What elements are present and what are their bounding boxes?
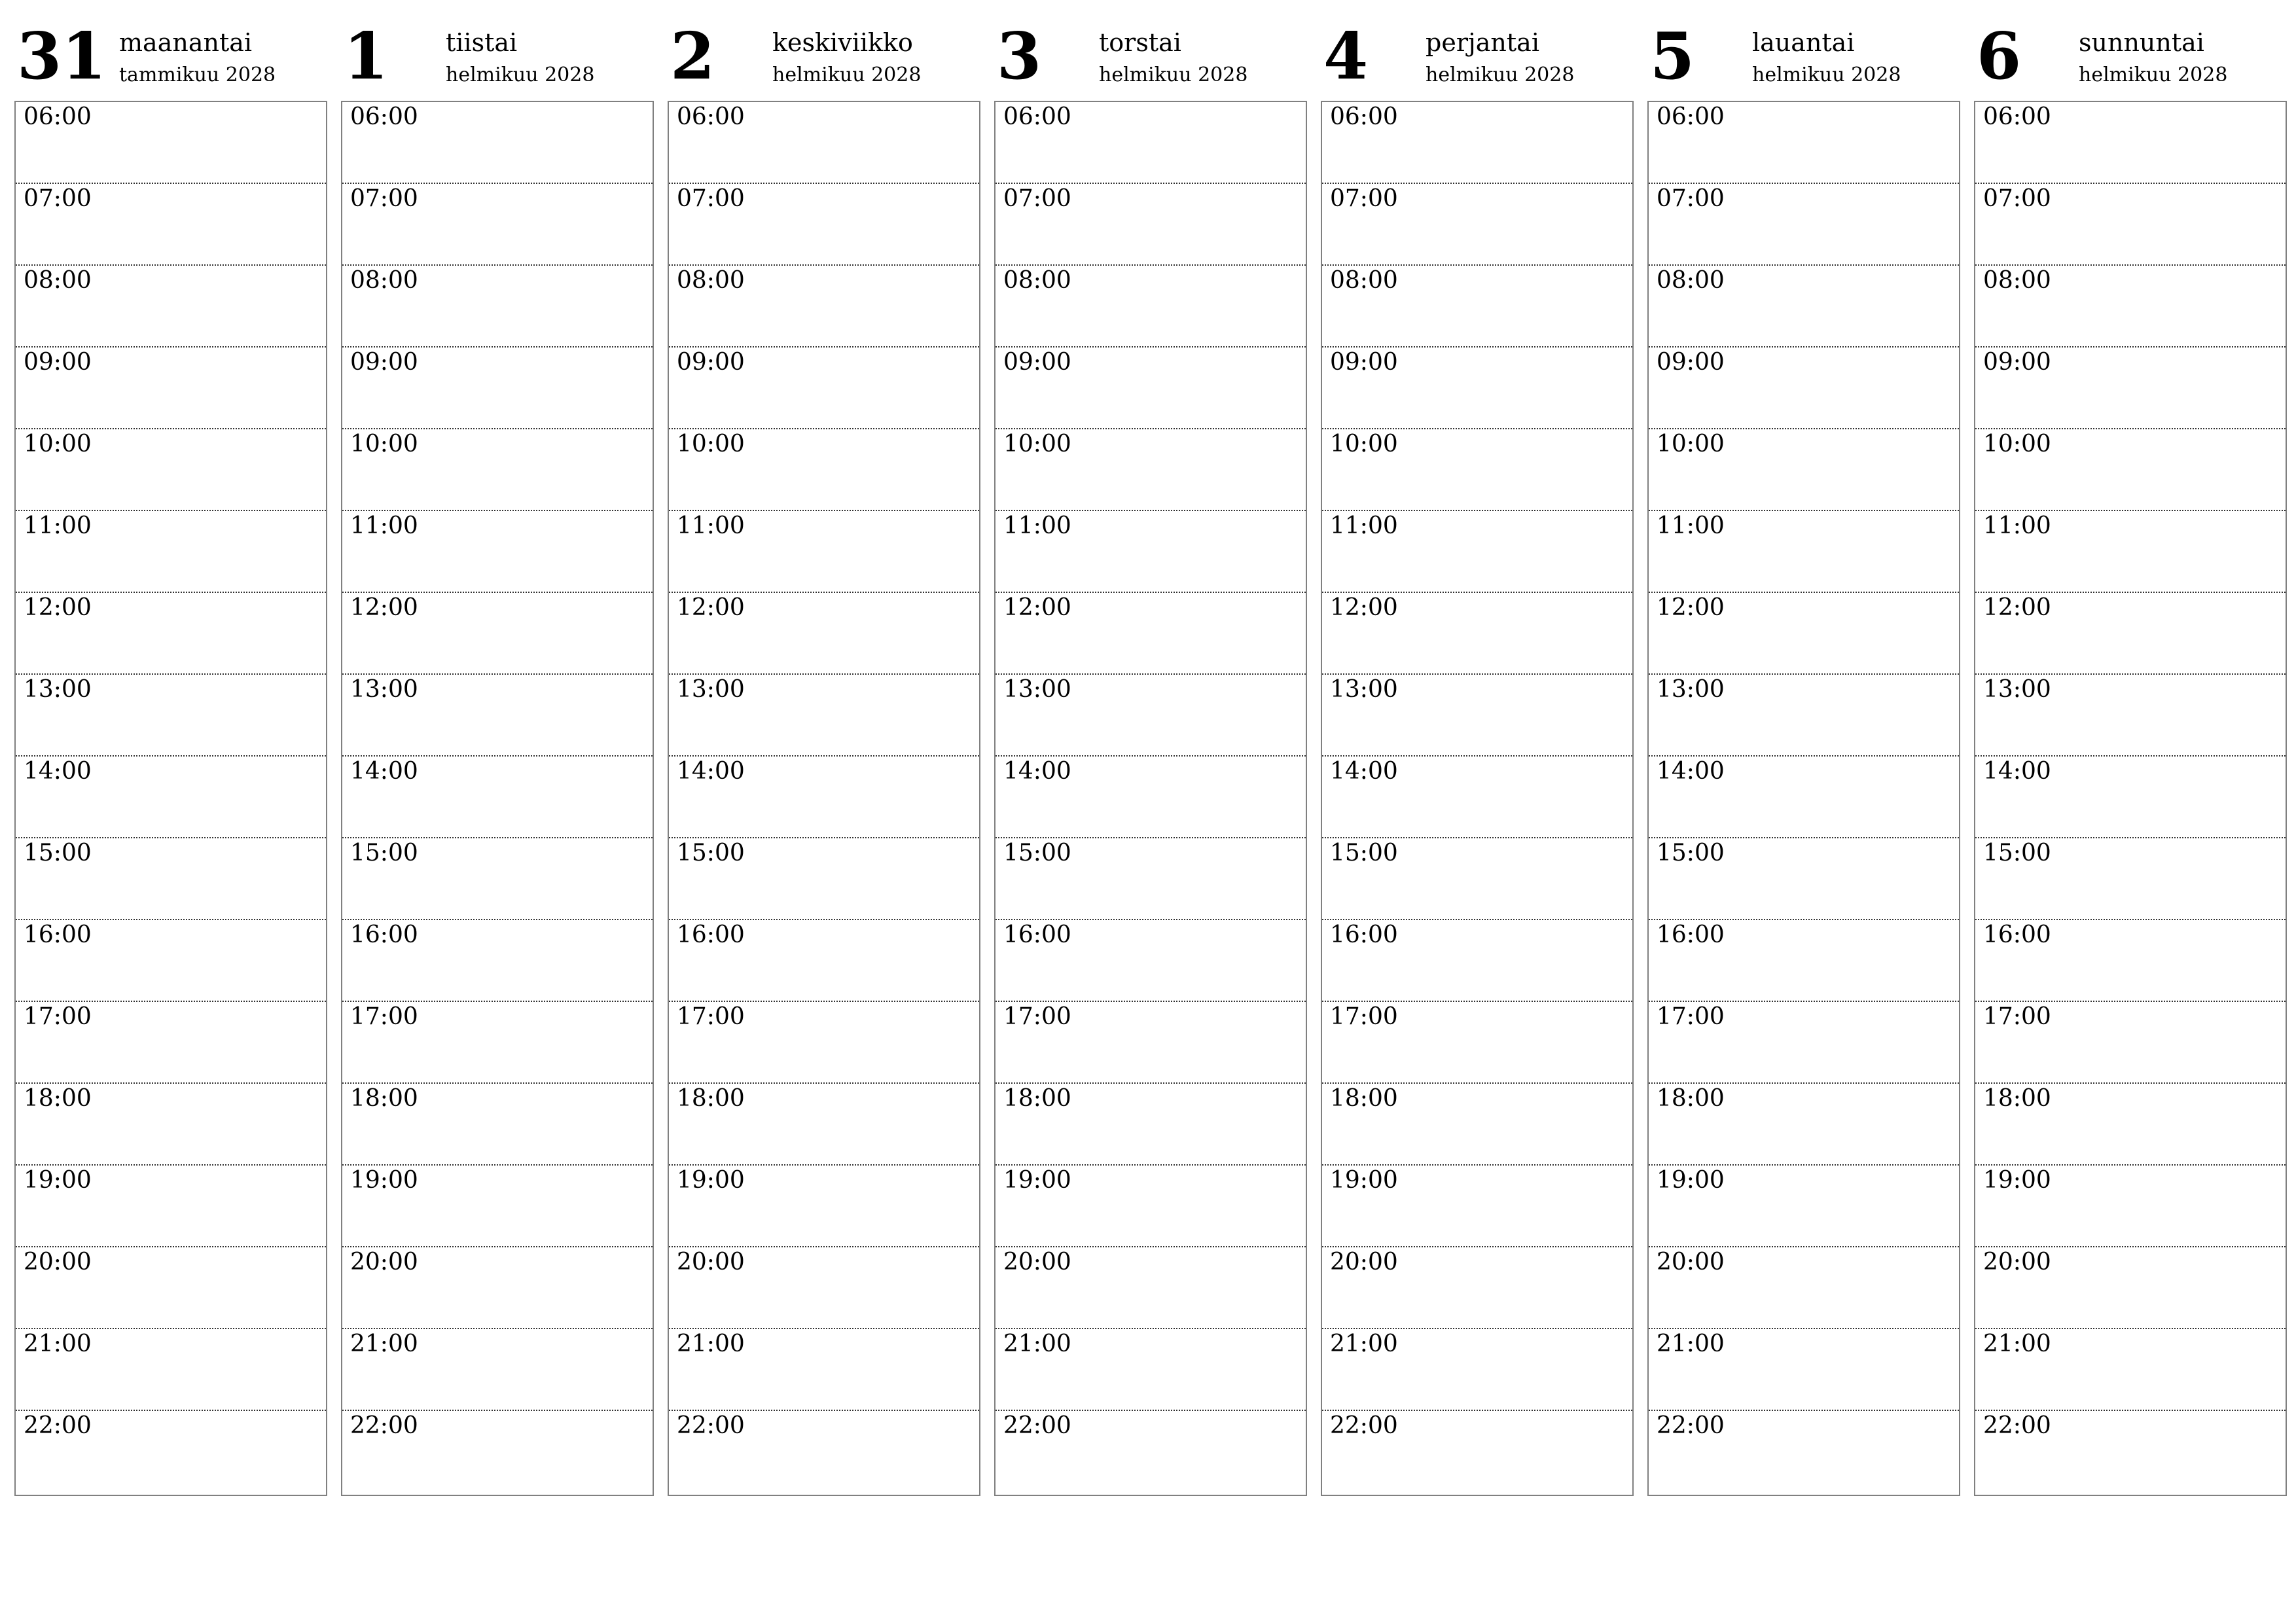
hour-grid xyxy=(668,101,980,1496)
time-slot[interactable] xyxy=(1649,593,1959,675)
time-slot[interactable] xyxy=(342,266,653,348)
month-year: helmikuu 2028 xyxy=(1426,63,1575,86)
time-slot[interactable] xyxy=(996,1084,1306,1166)
time-slot[interactable] xyxy=(342,1329,653,1411)
day-number: 2 xyxy=(670,19,715,94)
time-slot[interactable] xyxy=(1975,1002,2286,1084)
hour-label: 16:00 xyxy=(1330,921,1398,948)
hour-label: 14:00 xyxy=(1983,758,2051,785)
time-slot[interactable] xyxy=(1975,266,2286,348)
time-slot[interactable] xyxy=(1975,348,2286,429)
time-slot[interactable] xyxy=(1975,429,2286,511)
time-slot[interactable] xyxy=(1975,1329,2286,1411)
time-slot[interactable] xyxy=(669,1084,979,1166)
time-slot[interactable] xyxy=(342,1166,653,1247)
hour-label: 10:00 xyxy=(350,431,418,457)
time-slot[interactable] xyxy=(1322,429,1632,511)
hour-label: 07:00 xyxy=(24,185,92,212)
time-slot[interactable] xyxy=(996,266,1306,348)
hour-label: 15:00 xyxy=(1003,840,1071,866)
weekly-planner xyxy=(14,20,2289,1499)
hour-label: 17:00 xyxy=(677,1003,745,1030)
hour-label: 20:00 xyxy=(1330,1249,1398,1275)
time-slot[interactable] xyxy=(1322,184,1632,266)
time-slot[interactable] xyxy=(342,1411,653,1493)
hour-label: 09:00 xyxy=(1003,349,1071,376)
time-slot[interactable] xyxy=(1649,675,1959,757)
time-slot[interactable] xyxy=(1322,920,1632,1002)
time-slot[interactable] xyxy=(996,757,1306,838)
time-slot[interactable] xyxy=(342,1002,653,1084)
time-slot[interactable] xyxy=(16,266,326,348)
hour-grid xyxy=(1321,101,1634,1496)
time-slot[interactable] xyxy=(996,1329,1306,1411)
time-slot[interactable] xyxy=(16,1166,326,1247)
hour-label: 11:00 xyxy=(677,512,745,539)
time-slot[interactable] xyxy=(342,1247,653,1329)
hour-label: 08:00 xyxy=(1330,267,1398,294)
hour-label: 20:00 xyxy=(1003,1249,1071,1275)
hour-label: 13:00 xyxy=(1657,676,1725,703)
time-slot[interactable] xyxy=(16,675,326,757)
hour-label: 19:00 xyxy=(1657,1167,1725,1194)
day-number: 3 xyxy=(997,19,1042,94)
hour-grid xyxy=(1974,101,2287,1496)
hour-label: 08:00 xyxy=(1003,267,1071,294)
hour-label: 09:00 xyxy=(1983,349,2051,376)
hour-label: 20:00 xyxy=(677,1249,745,1275)
hour-label: 11:00 xyxy=(350,512,418,539)
hour-label: 07:00 xyxy=(350,185,418,212)
hour-label: 07:00 xyxy=(677,185,745,212)
hour-label: 18:00 xyxy=(677,1085,745,1112)
hour-label: 22:00 xyxy=(1983,1412,2051,1439)
hour-label: 18:00 xyxy=(1983,1085,2051,1112)
hour-label: 18:00 xyxy=(1003,1085,1071,1112)
time-slot[interactable] xyxy=(996,675,1306,757)
time-slot[interactable] xyxy=(1322,757,1632,838)
hour-label: 07:00 xyxy=(1330,185,1398,212)
weekday-name: tiistai xyxy=(446,28,518,57)
time-slot[interactable] xyxy=(342,675,653,757)
time-slot[interactable] xyxy=(996,838,1306,920)
hour-label: 19:00 xyxy=(24,1167,92,1194)
time-slot[interactable] xyxy=(1322,838,1632,920)
hour-label: 11:00 xyxy=(1657,512,1725,539)
month-year: helmikuu 2028 xyxy=(2079,63,2228,86)
time-slot[interactable] xyxy=(16,757,326,838)
hour-label: 15:00 xyxy=(1657,840,1725,866)
time-slot[interactable] xyxy=(1322,511,1632,593)
day-number: 5 xyxy=(1650,19,1695,94)
time-slot[interactable] xyxy=(1975,511,2286,593)
hour-label: 10:00 xyxy=(24,431,92,457)
hour-label: 14:00 xyxy=(1657,758,1725,785)
time-slot[interactable] xyxy=(16,1002,326,1084)
time-slot[interactable] xyxy=(669,593,979,675)
hour-label: 15:00 xyxy=(350,840,418,866)
hour-label: 22:00 xyxy=(24,1412,92,1439)
time-slot[interactable] xyxy=(669,838,979,920)
hour-label: 16:00 xyxy=(1657,921,1725,948)
time-slot[interactable] xyxy=(996,1247,1306,1329)
hour-label: 14:00 xyxy=(24,758,92,785)
hour-label: 10:00 xyxy=(1657,431,1725,457)
day-header xyxy=(994,20,1307,101)
hour-label: 10:00 xyxy=(1003,431,1071,457)
hour-label: 13:00 xyxy=(24,676,92,703)
hour-label: 16:00 xyxy=(1003,921,1071,948)
time-slot[interactable] xyxy=(669,1247,979,1329)
hour-label: 13:00 xyxy=(1983,676,2051,703)
hour-label: 11:00 xyxy=(1330,512,1398,539)
day-column xyxy=(1974,20,2287,1499)
time-slot[interactable] xyxy=(16,511,326,593)
hour-label: 12:00 xyxy=(24,594,92,621)
month-year: helmikuu 2028 xyxy=(446,63,595,86)
time-slot[interactable] xyxy=(16,920,326,1002)
time-slot[interactable] xyxy=(1975,1084,2286,1166)
time-slot[interactable] xyxy=(669,102,979,184)
hour-label: 08:00 xyxy=(24,267,92,294)
hour-label: 06:00 xyxy=(1657,103,1725,130)
time-slot[interactable] xyxy=(1322,1247,1632,1329)
hour-label: 09:00 xyxy=(350,349,418,376)
time-slot[interactable] xyxy=(1649,757,1959,838)
time-slot[interactable] xyxy=(669,1329,979,1411)
day-column xyxy=(1647,20,1960,1499)
time-slot[interactable] xyxy=(669,184,979,266)
time-slot[interactable] xyxy=(16,1084,326,1166)
time-slot[interactable] xyxy=(996,348,1306,429)
day-number: 1 xyxy=(344,19,389,94)
time-slot[interactable] xyxy=(669,675,979,757)
time-slot[interactable] xyxy=(1322,266,1632,348)
time-slot[interactable] xyxy=(16,102,326,184)
day-header xyxy=(14,20,327,101)
hour-label: 07:00 xyxy=(1003,185,1071,212)
time-slot[interactable] xyxy=(1649,838,1959,920)
time-slot[interactable] xyxy=(342,429,653,511)
hour-label: 12:00 xyxy=(1983,594,2051,621)
hour-label: 14:00 xyxy=(1003,758,1071,785)
hour-label: 08:00 xyxy=(1657,267,1725,294)
weekday-name: keskiviikko xyxy=(772,28,913,57)
time-slot[interactable] xyxy=(342,1084,653,1166)
day-header xyxy=(668,20,980,101)
time-slot[interactable] xyxy=(1975,1166,2286,1247)
weekday-name: torstai xyxy=(1099,28,1181,57)
hour-label: 06:00 xyxy=(350,103,418,130)
time-slot[interactable] xyxy=(1649,348,1959,429)
day-header xyxy=(1321,20,1634,101)
hour-label: 22:00 xyxy=(1330,1412,1398,1439)
time-slot[interactable] xyxy=(1322,102,1632,184)
time-slot[interactable] xyxy=(342,102,653,184)
time-slot[interactable] xyxy=(996,1002,1306,1084)
hour-label: 06:00 xyxy=(24,103,92,130)
hour-label: 14:00 xyxy=(1330,758,1398,785)
time-slot[interactable] xyxy=(669,348,979,429)
time-slot[interactable] xyxy=(342,184,653,266)
hour-label: 13:00 xyxy=(350,676,418,703)
time-slot[interactable] xyxy=(1975,1411,2286,1493)
hour-label: 22:00 xyxy=(350,1412,418,1439)
day-number: 4 xyxy=(1323,19,1369,94)
hour-label: 21:00 xyxy=(1983,1330,2051,1357)
day-column xyxy=(14,20,327,1499)
time-slot[interactable] xyxy=(996,920,1306,1002)
time-slot[interactable] xyxy=(996,184,1306,266)
hour-grid xyxy=(341,101,654,1496)
hour-grid xyxy=(14,101,327,1496)
time-slot[interactable] xyxy=(1322,348,1632,429)
time-slot[interactable] xyxy=(1975,675,2286,757)
hour-label: 12:00 xyxy=(1003,594,1071,621)
hour-label: 18:00 xyxy=(1330,1085,1398,1112)
hour-label: 18:00 xyxy=(1657,1085,1725,1112)
time-slot[interactable] xyxy=(1649,102,1959,184)
hour-label: 20:00 xyxy=(24,1249,92,1275)
time-slot[interactable] xyxy=(669,266,979,348)
time-slot[interactable] xyxy=(996,593,1306,675)
day-column xyxy=(1321,20,1634,1499)
time-slot[interactable] xyxy=(1975,593,2286,675)
day-column xyxy=(668,20,980,1499)
day-header xyxy=(341,20,654,101)
time-slot[interactable] xyxy=(669,757,979,838)
hour-label: 15:00 xyxy=(1983,840,2051,866)
hour-label: 13:00 xyxy=(677,676,745,703)
hour-label: 19:00 xyxy=(1983,1167,2051,1194)
hour-label: 16:00 xyxy=(677,921,745,948)
time-slot[interactable] xyxy=(1649,1247,1959,1329)
hour-label: 22:00 xyxy=(677,1412,745,1439)
hour-label: 09:00 xyxy=(1657,349,1725,376)
time-slot[interactable] xyxy=(342,838,653,920)
hour-label: 07:00 xyxy=(1657,185,1725,212)
hour-label: 06:00 xyxy=(1003,103,1071,130)
weekday-name: perjantai xyxy=(1426,28,1539,57)
day-number: 31 xyxy=(17,19,107,94)
hour-label: 12:00 xyxy=(350,594,418,621)
hour-label: 21:00 xyxy=(677,1330,745,1357)
time-slot[interactable] xyxy=(996,429,1306,511)
time-slot[interactable] xyxy=(16,429,326,511)
hour-label: 10:00 xyxy=(677,431,745,457)
time-slot[interactable] xyxy=(1322,675,1632,757)
time-slot[interactable] xyxy=(1322,1411,1632,1493)
time-slot[interactable] xyxy=(1975,184,2286,266)
day-header xyxy=(1974,20,2287,101)
hour-grid xyxy=(1647,101,1960,1496)
time-slot[interactable] xyxy=(16,1329,326,1411)
time-slot[interactable] xyxy=(669,920,979,1002)
hour-label: 21:00 xyxy=(350,1330,418,1357)
day-column xyxy=(994,20,1307,1499)
hour-label: 11:00 xyxy=(24,512,92,539)
time-slot[interactable] xyxy=(1649,511,1959,593)
hour-label: 17:00 xyxy=(1657,1003,1725,1030)
time-slot[interactable] xyxy=(1649,920,1959,1002)
hour-label: 13:00 xyxy=(1003,676,1071,703)
hour-label: 10:00 xyxy=(1330,431,1398,457)
time-slot[interactable] xyxy=(996,511,1306,593)
time-slot[interactable] xyxy=(996,102,1306,184)
time-slot[interactable] xyxy=(1975,838,2286,920)
time-slot[interactable] xyxy=(1649,1002,1959,1084)
time-slot[interactable] xyxy=(342,511,653,593)
time-slot[interactable] xyxy=(1649,1329,1959,1411)
hour-label: 13:00 xyxy=(1330,676,1398,703)
hour-label: 17:00 xyxy=(350,1003,418,1030)
time-slot[interactable] xyxy=(1975,757,2286,838)
hour-label: 15:00 xyxy=(1330,840,1398,866)
hour-label: 21:00 xyxy=(24,1330,92,1357)
hour-label: 09:00 xyxy=(677,349,745,376)
hour-label: 09:00 xyxy=(1330,349,1398,376)
time-slot[interactable] xyxy=(1649,1411,1959,1493)
hour-label: 09:00 xyxy=(24,349,92,376)
hour-label: 07:00 xyxy=(1983,185,2051,212)
time-slot[interactable] xyxy=(16,348,326,429)
month-year: tammikuu 2028 xyxy=(119,63,276,86)
time-slot[interactable] xyxy=(1649,429,1959,511)
time-slot[interactable] xyxy=(1975,1247,2286,1329)
time-slot[interactable] xyxy=(669,1411,979,1493)
time-slot[interactable] xyxy=(669,429,979,511)
hour-label: 15:00 xyxy=(677,840,745,866)
day-column xyxy=(341,20,654,1499)
hour-label: 17:00 xyxy=(1003,1003,1071,1030)
day-header xyxy=(1647,20,1960,101)
month-year: helmikuu 2028 xyxy=(772,63,922,86)
hour-label: 18:00 xyxy=(350,1085,418,1112)
time-slot[interactable] xyxy=(669,1166,979,1247)
time-slot[interactable] xyxy=(1322,593,1632,675)
hour-label: 16:00 xyxy=(1983,921,2051,948)
time-slot[interactable] xyxy=(1322,1002,1632,1084)
hour-label: 20:00 xyxy=(350,1249,418,1275)
hour-label: 17:00 xyxy=(1330,1003,1398,1030)
hour-label: 12:00 xyxy=(1657,594,1725,621)
time-slot[interactable] xyxy=(342,348,653,429)
time-slot[interactable] xyxy=(1649,266,1959,348)
time-slot[interactable] xyxy=(1649,1084,1959,1166)
time-slot[interactable] xyxy=(996,1166,1306,1247)
weekday-name: sunnuntai xyxy=(2079,28,2204,57)
time-slot[interactable] xyxy=(996,1411,1306,1493)
hour-label: 10:00 xyxy=(1983,431,2051,457)
hour-label: 08:00 xyxy=(350,267,418,294)
time-slot[interactable] xyxy=(342,757,653,838)
hour-label: 12:00 xyxy=(1330,594,1398,621)
hour-label: 20:00 xyxy=(1983,1249,2051,1275)
hour-label: 19:00 xyxy=(1330,1167,1398,1194)
hour-grid xyxy=(994,101,1307,1496)
hour-label: 21:00 xyxy=(1657,1330,1725,1357)
hour-label: 06:00 xyxy=(1330,103,1398,130)
day-number: 6 xyxy=(1977,19,2022,94)
month-year: helmikuu 2028 xyxy=(1752,63,1901,86)
time-slot[interactable] xyxy=(16,184,326,266)
time-slot[interactable] xyxy=(669,1002,979,1084)
hour-label: 08:00 xyxy=(677,267,745,294)
hour-label: 21:00 xyxy=(1003,1330,1071,1357)
time-slot[interactable] xyxy=(16,1247,326,1329)
hour-label: 15:00 xyxy=(24,840,92,866)
hour-label: 22:00 xyxy=(1657,1412,1725,1439)
hour-label: 19:00 xyxy=(350,1167,418,1194)
hour-label: 12:00 xyxy=(677,594,745,621)
month-year: helmikuu 2028 xyxy=(1099,63,1248,86)
hour-label: 11:00 xyxy=(1003,512,1071,539)
hour-label: 17:00 xyxy=(24,1003,92,1030)
hour-label: 19:00 xyxy=(1003,1167,1071,1194)
weekday-name: lauantai xyxy=(1752,28,1855,57)
time-slot[interactable] xyxy=(1322,1084,1632,1166)
time-slot[interactable] xyxy=(1322,1329,1632,1411)
hour-label: 17:00 xyxy=(1983,1003,2051,1030)
hour-label: 19:00 xyxy=(677,1167,745,1194)
hour-label: 14:00 xyxy=(350,758,418,785)
time-slot[interactable] xyxy=(16,838,326,920)
hour-label: 11:00 xyxy=(1983,512,2051,539)
hour-label: 16:00 xyxy=(24,921,92,948)
hour-label: 16:00 xyxy=(350,921,418,948)
hour-label: 21:00 xyxy=(1330,1330,1398,1357)
time-slot[interactable] xyxy=(1322,1166,1632,1247)
hour-label: 20:00 xyxy=(1657,1249,1725,1275)
time-slot[interactable] xyxy=(1975,920,2286,1002)
time-slot[interactable] xyxy=(1649,184,1959,266)
hour-label: 08:00 xyxy=(1983,267,2051,294)
time-slot[interactable] xyxy=(16,593,326,675)
time-slot[interactable] xyxy=(1975,102,2286,184)
time-slot[interactable] xyxy=(16,1411,326,1493)
hour-label: 22:00 xyxy=(1003,1412,1071,1439)
hour-label: 06:00 xyxy=(1983,103,2051,130)
time-slot[interactable] xyxy=(342,920,653,1002)
hour-label: 06:00 xyxy=(677,103,745,130)
hour-label: 18:00 xyxy=(24,1085,92,1112)
time-slot[interactable] xyxy=(1649,1166,1959,1247)
hour-label: 14:00 xyxy=(677,758,745,785)
time-slot[interactable] xyxy=(342,593,653,675)
time-slot[interactable] xyxy=(669,511,979,593)
weekday-name: maanantai xyxy=(119,28,253,57)
